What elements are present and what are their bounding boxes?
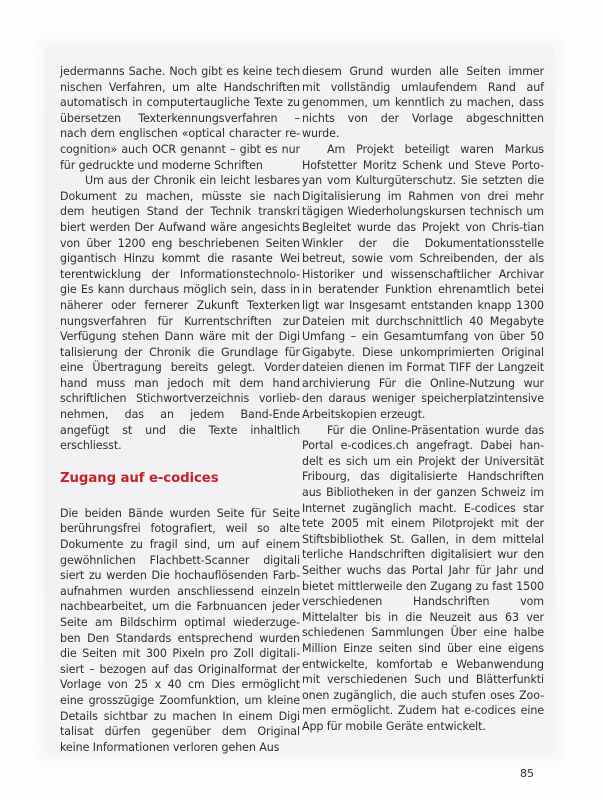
section-heading: Zugang auf e-codices [60, 470, 219, 486]
page-number: 85 [520, 767, 534, 780]
left-column [60, 64, 300, 755]
body-paragraph: Für die Online-Präsentation wurde das Portal e-codices.ch angefragt. Dabei han-delt es sich um ein Projekt der Universität Fribourg, das digitalisierte Handschriften aus Bibliotheken in der ganzen Schweiz im Internet zugänglich macht. E-codices star tete 2005 mit einem Pilotprojekt mit der Stiftsbibliothek St. Gallen, in dem mittelal terliche Handschriften digitalisiert wur den Seither wuchs das Portal Jahr für Jahr und bietet mittlerweile den Zugang zu fast 1500 verschiedenen Handschriften vom Mittelalter bis in die Neuzeit aus 63 ver schiedenen Sammlungen Über eine halbe Million Einze seiten sind über eine eigens entwickelte, komfortab e Webanwendung mit verschiedenen Such und Blätterfunkti onen zugänglich, die auch stufen oses Zoo-men ermöglicht. Zudem hat e-codices eine App für mobile Geräte entwickelt. [302, 423, 544, 733]
body-paragraph: diesem Grund wurden alle Seiten immer mit vollständig umlaufendem Rand auf genommen, um kenntlich zu machen, dass nichts von der Vorlage abgeschnitten wurde. [302, 65, 544, 141]
body-paragraph: Am Projekt beteiligt waren Markus Hofstetter Moritz Schenk und Steve Porto-yan vom Kulturgüterschutz. Sie setzten die Digitalisierung im Rahmen von drei mehr tägigen Wiederholungskursen technisch um Begleitet wurde das Projekt von Chris-tian Winkler der die Dokumentationsstelle betreut, sowie vom Schreibenden, der als Historiker und wissenschaftlicher Archivar in beratender Funktion ehrenamtlich betei ligt war Insgesamt entstanden knapp 1300 Dateien mit durchschnittlich 40 Megabyte Umfang – ein Gesamtumfang von über 50 Gigabyte. Diese unkomprimierten Original dateien dienen im Format TIFF der Langzeit archivierung Für die Online-Nutzung wur den daraus weniger speicherplatzintensive Arbeitskopien erzeugt. [302, 142, 544, 422]
body-paragraph: Die beiden Bände wurden Seite für Seite berührungsfrei fotografiert, weil so alte Dokumente zu fragil sind, um auf einem gewöhnlichen Flachbett-Scanner digitali siert zu werden Die hochauflösenden Farb-aufnahmen wurden anschliessend einzeln nachbearbeitet, um die Farbnuancen jeder Seite am Bildschirm optimal wiederzuge-ben Den Standards entsprechend wurden die Seiten mit 300 Pixeln pro Zoll digitali-siert – bezogen auf das Originalformat der Vorlage von 25 x 40 cm Dies ermöglicht eine grosszügige Zoomfunktion, um kleine Details sichtbar zu machen In einem Digi talisat dürfen gegenüber dem Original keine Informationen verloren gehen Aus [60, 506, 300, 754]
body-paragraph: jedermanns Sache. Noch gibt es keine tech nischen Verfahren, um alte Handschriften automatisch in computertaugliche Texte zu übersetzen Texterkennungsverfahren – nach dem englischen «optical character re-cognition» auch OCR genannt – gibt es nur für gedruckte und moderne Schriften [60, 65, 300, 172]
body-paragraph: Um aus der Chronik ein leicht lesbares Dokument zu machen, müsste sie nach dem heutigen Stand der Technik transkri biert werden Der Aufwand wäre angesichts von über 1200 eng beschriebenen Seiten gigantisch Hinzu kommt die rasante Wei terentwicklung der Informationstechnolo-gie Es kann durchaus möglich sein, dass in näherer oder fernerer Zukunft Texterken nungsverfahren für Kurrentschriften zur Verfügung stehen Dann wäre mit der Digi talisierung der Chronik die Grundlage für eine Übertragung bereits gelegt. Vorder hand muss man jedoch mit dem hand schriftlichen Stichwortverzeichnis vorlieb-nehmen, das an jedem Band-Ende angefügt st und die Texte inhaltlich erschliesst. [60, 174, 300, 453]
right-column [302, 64, 544, 735]
